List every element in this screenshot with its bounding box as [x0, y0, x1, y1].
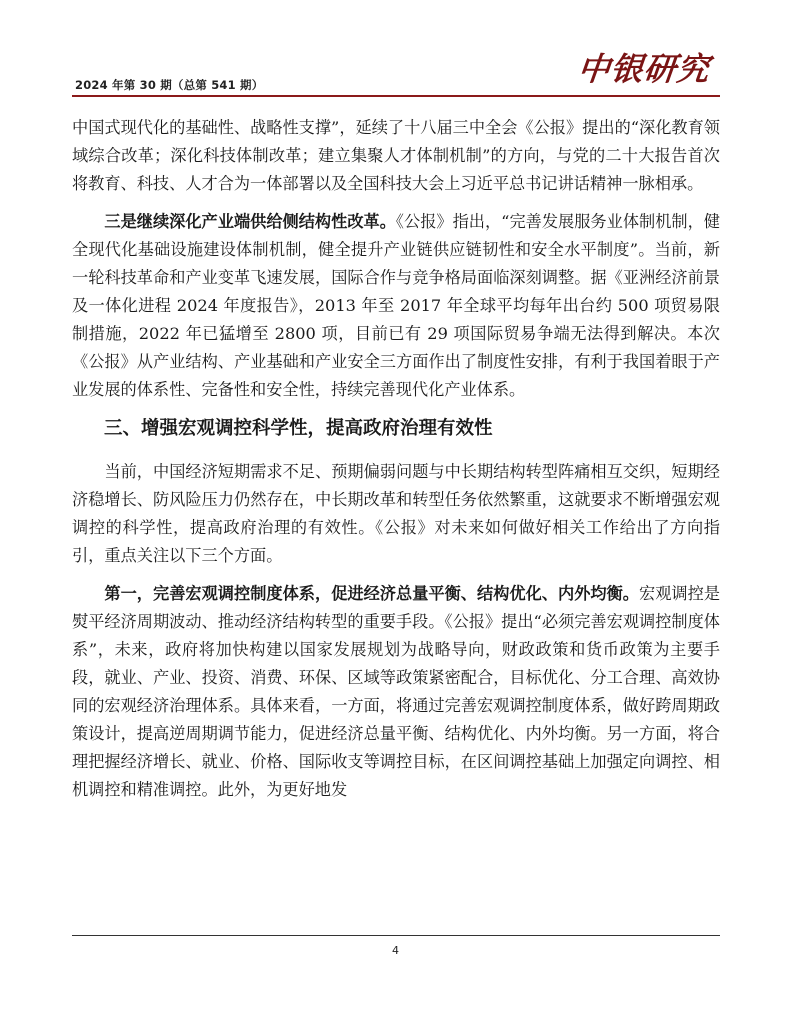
- page-number: 4: [392, 944, 399, 957]
- paragraph-lead: 三是继续深化产业端供给侧结构性改革。: [104, 212, 396, 231]
- paragraph-continued: 中国式现代化的基础性、战略性支撑”，延续了十八届三中全会《公报》提出的“深化教育领域综合改革；深化科技体制改革；建立集聚人才体制机制”的方向，与党的二十大报告首次将教育、科技、人才合为一体部署以及全国科技大会上习近平总书记讲话精神一脉相承。: [72, 118, 720, 193]
- header-rule: [72, 95, 720, 97]
- paragraph-lead: 第一，完善宏观调控制度体系，促进经济总量平衡、结构优化、内外均衡。: [104, 584, 640, 603]
- section-heading: 三、增强宏观调控科学性，提高政府治理有效性: [104, 418, 493, 439]
- brand-logo: 中银研究: [575, 50, 712, 88]
- page-header: [72, 0, 720, 98]
- paragraph-macro-context: 当前，中国经济短期需求不足、预期偏弱问题与中长期结构转型阵痛相互交织，短期经济稳增长、防风险压力仍然存在，中长期改革和转型任务依然繁重，这就要求不断增强宏观调控的科学性，提高政府治理的有效性。《公报》对未来如何做好相关工作给出了方向指引，重点关注以下三个方面。: [72, 462, 720, 565]
- footer-rule: [72, 935, 720, 936]
- paragraph-text: 宏观调控是熨平经济周期波动、推动经济结构转型的重要手段。《公报》提出“必须完善宏观调控制度体系”，未来，政府将加快构建以国家发展规划为战略导向，财政政策和货币政策为主要手段，就业、产业、投资、消费、环保、区域等政策紧密配合，目标优化、分工合理、高效协同的宏观经济治理体系。具体来看，一方面，将通过完善宏观调控制度体系，做好跨周期政策设计，提高逆周期调节能力，促进经济总量平衡、结构优化、内外均衡。另一方面，将合理把握经济增长、就业、价格、国际收支等调控目标，在区间调控基础上加强定向调控、相机调控和精准调控。此外，为更好地发: [72, 584, 721, 799]
- paragraph-industry-reform: [72, 208, 720, 404]
- paragraph-text: 《公报》指出，“完善发展服务业体制机制，健全现代化基础设施建设体制机制，健全提升产业链供应链韧性和安全水平制度”。当前，新一轮科技革命和产业变革飞速发展，国际合作与竞争格局面临深刻调整。据《亚洲经济前景及一体化进程 2024 年度报告》，2013 年至 2017 年全球平均每年出台约 500 项贸易限制措施，2022 年已猛增至 2800 项，目前已有 29 项国际贸易争端无法得到解决。本次《公报》从产业结构、产业基础和产业安全三方面作出了制度性安排，有利于我国着眼于产业发展的体系性、完备性和安全性，持续完善现代化产业体系。: [72, 212, 720, 399]
- article-body: [72, 114, 720, 804]
- paragraph-macro-regulation: [72, 580, 720, 804]
- issue-label: 2024 年第 30 期（总第 541 期）: [75, 78, 264, 92]
